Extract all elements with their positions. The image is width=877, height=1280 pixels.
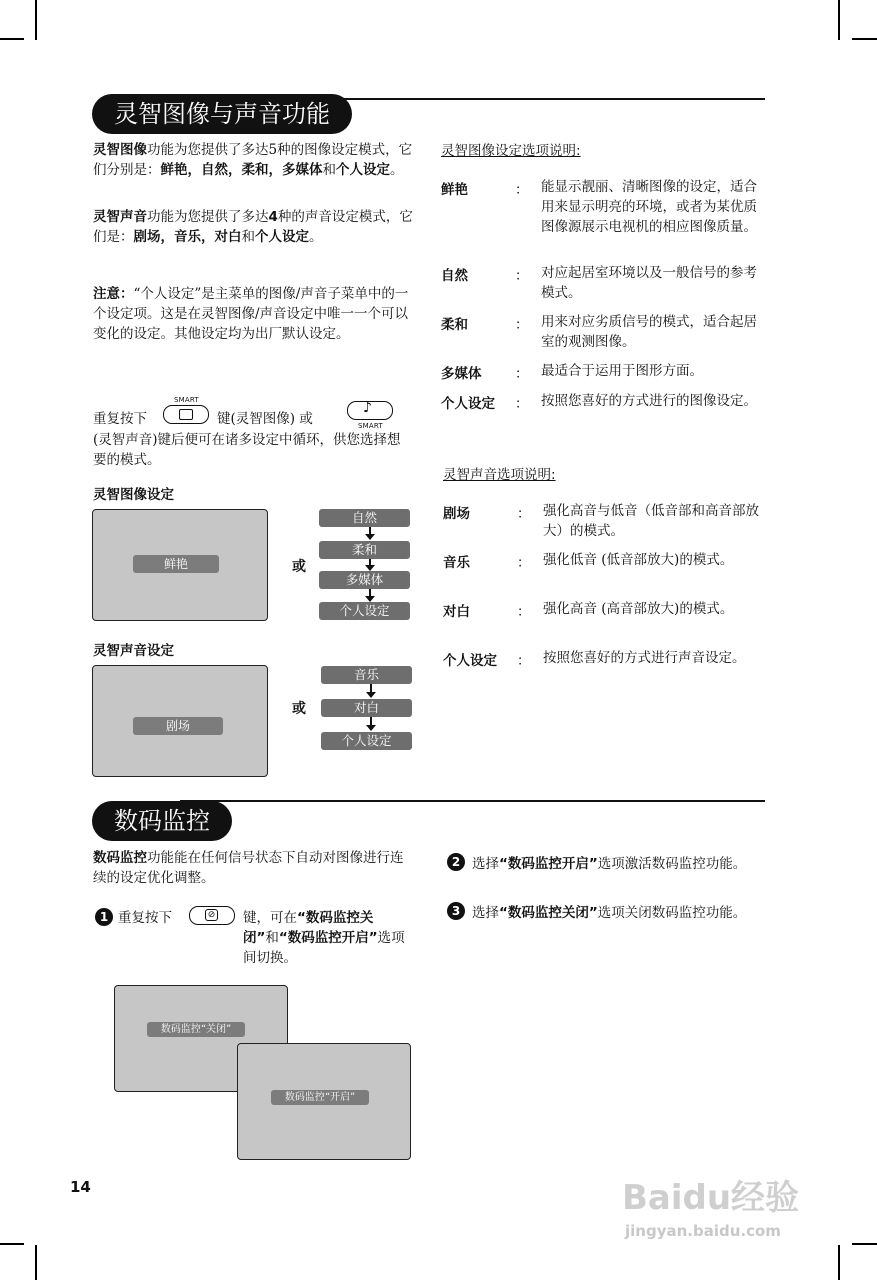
smart-key-label: SMART — [358, 422, 383, 430]
colon: ： — [515, 396, 529, 412]
option-desc: 强化低音 (低音部放大)的模式。 — [543, 552, 734, 568]
section-rule — [300, 98, 765, 100]
picture-step: 自然 — [319, 509, 410, 527]
osd-label: 剧场 — [133, 717, 223, 735]
step3-text: 选择“数码监控关闭”选项关闭数码监控功能。 — [472, 905, 747, 921]
sound-options-header: 灵智声音选项说明: — [443, 467, 556, 483]
crop-mark — [0, 38, 24, 40]
option-term: 柔和 — [441, 317, 468, 333]
picture-step: 多媒体 — [319, 571, 410, 589]
section-rule — [180, 800, 765, 802]
crop-mark — [838, 1245, 840, 1280]
repeat-text: (灵智声音)键后便可在诸多设定中循环，供您选择想要的模式。 — [93, 432, 401, 468]
screen-icon — [179, 409, 193, 420]
crop-mark — [0, 1243, 24, 1245]
option-desc: 按照您喜好的方式进行的图像设定。 — [541, 393, 757, 409]
colon: ： — [517, 653, 531, 669]
option-term: 个人设定 — [441, 396, 495, 412]
colon: ： — [517, 506, 531, 522]
picture-options-header: 灵智图像设定选项说明: — [441, 143, 581, 159]
monitor-icon: ⊘ — [205, 909, 218, 921]
down-arrow-icon — [370, 684, 372, 693]
option-term: 鲜艳 — [441, 182, 468, 198]
intro-picture: 灵智图像功能为您提供了多达5种的图像设定模式，它们分别是：鲜艳，自然，柔和，多媒体和个人设定。 — [93, 142, 413, 178]
tv-screen-picture — [92, 509, 268, 621]
note: 注意：“个人设定”是主菜单的图像/声音子菜单中的一个设定项。这是在灵智图像/声音设定中唯一一个可以变化的设定。其他设定均为出厂默认设定。 — [93, 286, 409, 342]
osd-label: 数码监控“关闭” — [147, 1022, 245, 1037]
section-title: 数码监控 — [92, 801, 232, 841]
colon: ： — [517, 555, 531, 571]
option-desc: 强化高音 (高音部放大)的模式。 — [543, 601, 734, 617]
colon: ： — [517, 604, 531, 620]
colon: ： — [515, 268, 529, 284]
down-arrow-icon — [369, 559, 371, 566]
option-desc: 强化高音与低音（低音部和高音部放大）的模式。 — [543, 503, 759, 539]
watermark-url: jingyan.baidu.com — [625, 1222, 781, 1240]
tv-screen-sound — [92, 665, 268, 777]
tv-screen-monitor-on — [237, 1043, 411, 1160]
crop-mark — [852, 38, 877, 40]
monitor-intro: 数码监控功能能在任何信号状态下自动对图像进行连续的设定优化调整。 — [93, 850, 404, 886]
option-term: 多媒体 — [441, 366, 482, 382]
option-term: 对白 — [443, 604, 470, 620]
picture-label: 灵智图像设定 — [93, 487, 174, 503]
down-arrow-icon — [370, 717, 372, 726]
osd-label: 数码监控“开启” — [271, 1090, 369, 1105]
step-number: 3 — [447, 902, 465, 920]
step1-text: 重复按下 — [118, 910, 172, 926]
sound-step: 个人设定 — [321, 732, 412, 750]
repeat-text: 键(灵智图像) 或 — [217, 411, 313, 427]
watermark-brand: Baidu经验 — [622, 1178, 800, 1218]
colon: ： — [515, 366, 529, 382]
repeat-text: 重复按下 — [93, 411, 147, 427]
picture-step: 柔和 — [319, 541, 410, 559]
crop-mark — [35, 0, 37, 40]
option-desc: 用来对应劣质信号的模式，适合起居室的观测图像。 — [541, 314, 757, 350]
or-text: 或 — [292, 559, 306, 575]
step1-text: 键，可在“数码监控关闭”和“数码监控开启”选项间切换。 — [243, 910, 405, 966]
crop-mark — [35, 1245, 37, 1280]
step-number: 2 — [447, 853, 465, 871]
sound-step: 对白 — [321, 699, 412, 717]
option-desc: 对应起居室环境以及一般信号的参考模式。 — [541, 265, 757, 301]
colon: ： — [515, 182, 529, 198]
option-term: 剧场 — [443, 506, 470, 522]
smart-picture-key — [163, 405, 209, 424]
intro-sound: 灵智声音功能为您提供了多达4种的声音设定模式，它们是：剧场，音乐，对白和个人设定。 — [93, 209, 413, 245]
option-term: 个人设定 — [443, 653, 497, 669]
smart-sound-key — [347, 401, 393, 420]
or-text: 或 — [292, 701, 306, 717]
section-title: 灵智图像与声音功能 — [92, 94, 352, 134]
down-arrow-icon — [369, 527, 371, 535]
option-desc: 能显示靓丽、清晰图像的设定，适合用来显示明亮的环境，或者为某优质图像源展示电视机的相应图像质量。 — [541, 179, 757, 235]
option-term: 音乐 — [443, 555, 470, 571]
digital-monitor-key — [189, 906, 235, 925]
osd-label: 鲜艳 — [133, 555, 219, 573]
smart-key-label: SMART — [174, 396, 199, 404]
down-arrow-icon — [369, 589, 371, 597]
sound-step: 音乐 — [321, 666, 412, 684]
step-number: 1 — [95, 908, 113, 926]
colon: ： — [515, 317, 529, 333]
option-desc: 最适合于运用于图形方面。 — [541, 363, 703, 379]
picture-step: 个人设定 — [319, 602, 410, 620]
crop-mark — [838, 0, 840, 40]
page-number: 14 — [70, 1178, 91, 1196]
sound-label: 灵智声音设定 — [93, 643, 174, 659]
music-note-icon: ♪ — [363, 400, 372, 416]
step2-text: 选择“数码监控开启”选项激活数码监控功能。 — [472, 856, 747, 872]
option-desc: 按照您喜好的方式进行声音设定。 — [543, 650, 746, 666]
option-term: 自然 — [441, 268, 468, 284]
crop-mark — [852, 1243, 877, 1245]
